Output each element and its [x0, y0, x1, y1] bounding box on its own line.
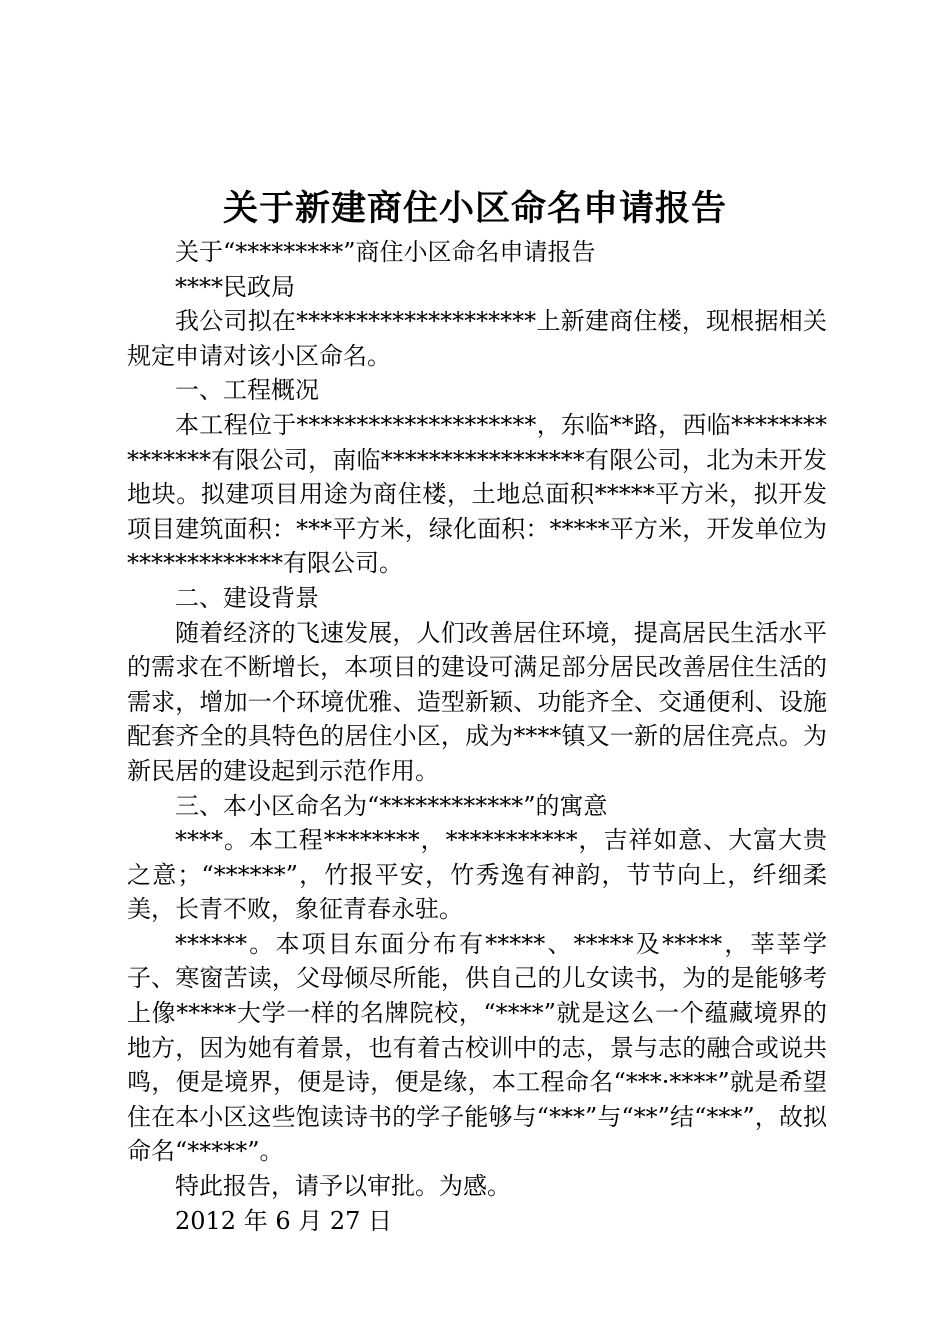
closing-line: 特此报告，请予以审批。为感。 [175, 1172, 511, 1201]
document-title: 关于新建商住小区命名申请报告 [222, 189, 727, 229]
date-line: 2012 年 6 月 27 日 [175, 1206, 393, 1235]
meaning-paragraph-2: ******。本项目东面分布有*****、*****及*****，莘莘学子、寒窗苦读，父母倾尽所能，供自己的儿女读书，为的是能够考上像*****大学一样的名牌院校，“****”就是这么一个蕴藏境界的地方，因为她有着景，也有着古校训中的志，景与志的融合或说共鸣，便是境界，便是诗，便是缘，本工程命名“***·****”就是希望住在本小区这些饱读诗书的学子能够与“***”与“**”结“***”，故拟命名“*****”。 [127, 929, 827, 1166]
section-heading-overview: 一、工程概况 [175, 376, 319, 405]
document-body [127, 235, 827, 1238]
intro-paragraph: 我公司拟在********************上新建商住楼，现根据相关规定申请对该小区命名。 [127, 307, 827, 370]
overview-paragraph: 本工程位于********************，东临**路，西临***************有限公司，南临*****************有限公司，北为未开发地块。拟建项目用途为商住楼，土地总面积*****平方米，拟开发项目建筑面积：***平方米，绿化面积：*****平方米，开发单位为*************有限公司。 [127, 410, 827, 578]
background-paragraph: 随着经济的飞速发展，人们改善居住环境，提高居民生活水平的需求在不断增长，本项目的建设可满足部分居民改善居住生活的需求，增加一个环境优雅、造型新颖、功能齐全、交通便利、设施配套齐全的具特色的居住小区，成为****镇又一新的居住亮点。为新民居的建设起到示范作用。 [127, 618, 827, 785]
subject-line: 关于“*********”商住小区命名申请报告 [175, 238, 596, 266]
section-heading-background: 二、建设背景 [175, 583, 319, 612]
section-heading-meaning: 三、本小区命名为“************”的寓意 [175, 791, 608, 820]
meaning-paragraph-1: ****。本工程********，***********，吉祥如意、大富大贵之意；“******”，竹报平安，竹秀逸有神韵，节节向上，纤细柔美，长青不败，象征青春永驻。 [127, 826, 827, 924]
recipient-line: ****民政局 [175, 272, 295, 301]
